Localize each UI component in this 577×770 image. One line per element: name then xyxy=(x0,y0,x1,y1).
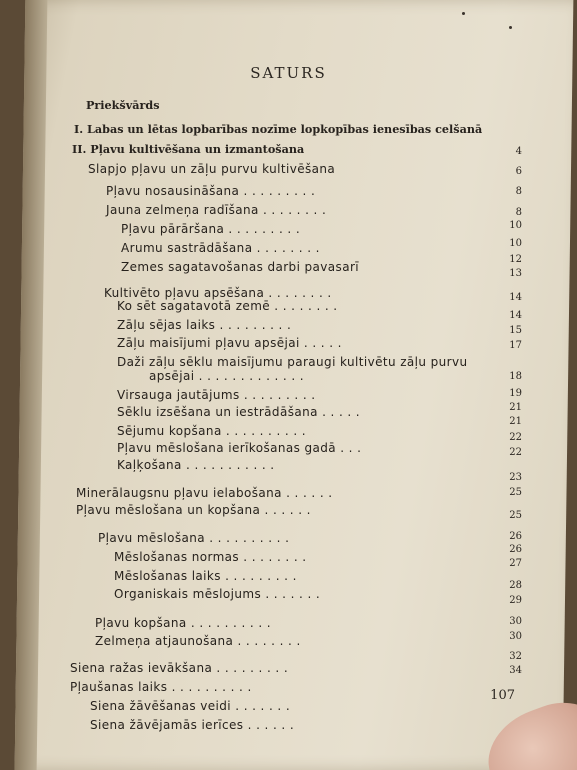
toc-page-number: 10 xyxy=(509,238,522,249)
toc-entry: Pļavu mēslošana ierīkošanas gadā . . . xyxy=(117,441,362,455)
toc-entry: Minerālaugsnu pļavu ielabošana . . . . . . xyxy=(76,486,333,500)
toc-entry: Kultivēto pļavu apsēšana . . . . . . . . xyxy=(104,286,332,300)
toc-page-number: 22 xyxy=(509,432,522,443)
toc-page-number: 34 xyxy=(509,665,522,676)
toc-entry: Slapjo pļavu un zāļu purvu kultivēšana xyxy=(88,162,336,176)
toc-page-number: 23 xyxy=(509,472,522,483)
toc-page-number: 29 xyxy=(509,595,522,606)
toc-page-number: 12 xyxy=(509,254,522,265)
toc-page-number: 4 xyxy=(515,146,522,157)
toc-entry: Zāļu maisījumi pļavu apsējai . . . . . xyxy=(117,336,342,350)
page-title: SATURS xyxy=(250,64,327,82)
toc-entry: Daži zāļu sēklu maisījumu paraugi kultivētu zāļu purvu xyxy=(117,355,468,369)
toc-entry: Sējumu kopšana . . . . . . . . . . xyxy=(117,424,306,438)
toc-entry: Pļavu mēslošana un kopšana . . . . . . xyxy=(76,503,311,517)
toc-entry: Pļavu kopšana . . . . . . . . . . xyxy=(95,616,271,630)
toc-page-number: 25 xyxy=(509,487,522,498)
toc-entry: Organiskais mēslojums . . . . . . . xyxy=(114,587,321,601)
page-footer-number: 107 xyxy=(490,688,515,703)
toc-entry: Zāļu sējas laiks . . . . . . . . . xyxy=(117,318,292,332)
toc-page-number: 26 xyxy=(509,531,522,542)
toc-page-number: 32 xyxy=(509,651,522,662)
toc-entry: Pļavu nosausināšana . . . . . . . . . xyxy=(106,184,316,198)
toc-entry: Jauna zelmeņa radīšana . . . . . . . . xyxy=(106,203,327,217)
toc-entry: Arumu sastrādāšana . . . . . . . . xyxy=(121,241,320,255)
toc-entry: Pļaušanas laiks . . . . . . . . . . xyxy=(70,680,252,694)
toc-entry: Pļavu pārāršana . . . . . . . . . xyxy=(121,222,301,236)
book-page xyxy=(15,0,574,770)
toc-entry: Zelmeņa atjaunošana . . . . . . . . xyxy=(95,634,301,648)
paper-spot xyxy=(462,12,465,15)
toc-entry: Mēslošanas normas . . . . . . . . xyxy=(114,550,307,564)
toc-page-number: 14 xyxy=(509,292,522,303)
toc-page-number: 21 xyxy=(509,402,522,413)
toc-entry: Virsauga jautājums . . . . . . . . . xyxy=(117,388,316,402)
toc-entry: Ko sēt sagatavotā zemē . . . . . . . . xyxy=(117,299,338,313)
toc-entry: I. Labas un lētas lopbarības nozīme lopkopības ienesības celšanā xyxy=(74,122,483,136)
paper-spot xyxy=(509,26,512,29)
toc-page-number: 18 xyxy=(509,371,522,382)
toc-entry: Kaļķošana . . . . . . . . . . . xyxy=(117,458,275,472)
toc-page-number: 22 xyxy=(509,447,522,458)
toc-entry: Siena žāvējamās ierīces . . . . . . xyxy=(90,718,295,732)
toc-entry: Siena žāvēšanas veidi . . . . . . . xyxy=(90,699,291,713)
toc-entry: Mēslošanas laiks . . . . . . . . . xyxy=(114,569,297,583)
toc-entry: Priekšvārds xyxy=(86,98,160,112)
toc-page-number: 6 xyxy=(515,166,522,177)
toc-page-number: 13 xyxy=(509,268,522,279)
page-gutter-shadow xyxy=(15,0,48,770)
toc-page-number: 30 xyxy=(509,631,522,642)
toc-page-number: 28 xyxy=(509,580,522,591)
toc-entry: apsējai . . . . . . . . . . . . . xyxy=(149,369,305,383)
toc-page-number: 21 xyxy=(509,416,522,427)
toc-page-number: 8 xyxy=(515,186,522,197)
toc-entry: II. Pļavu kultivēšana un izmantošana xyxy=(72,142,305,156)
toc-page-number: 30 xyxy=(509,616,522,627)
toc-page-number: 25 xyxy=(509,510,522,521)
toc-page-number: 17 xyxy=(509,340,522,351)
toc-page-number: 14 xyxy=(509,310,522,321)
toc-page-number: 19 xyxy=(509,388,522,399)
toc-entry: Zemes sagatavošanas darbi pavasarī xyxy=(121,260,360,274)
toc-page-number: 27 xyxy=(509,558,522,569)
toc-entry: Sēklu izsēšana un iestrādāšana . . . . . xyxy=(117,405,361,419)
toc-entry: Siena ražas ievākšana . . . . . . . . . xyxy=(70,661,289,675)
toc-page-number: 15 xyxy=(509,325,522,336)
toc-page-number: 10 xyxy=(509,220,522,231)
toc-entry: Pļavu mēslošana . . . . . . . . . . xyxy=(98,531,290,545)
toc-page-number: 26 xyxy=(509,544,522,555)
toc-page-number: 8 xyxy=(515,207,522,218)
